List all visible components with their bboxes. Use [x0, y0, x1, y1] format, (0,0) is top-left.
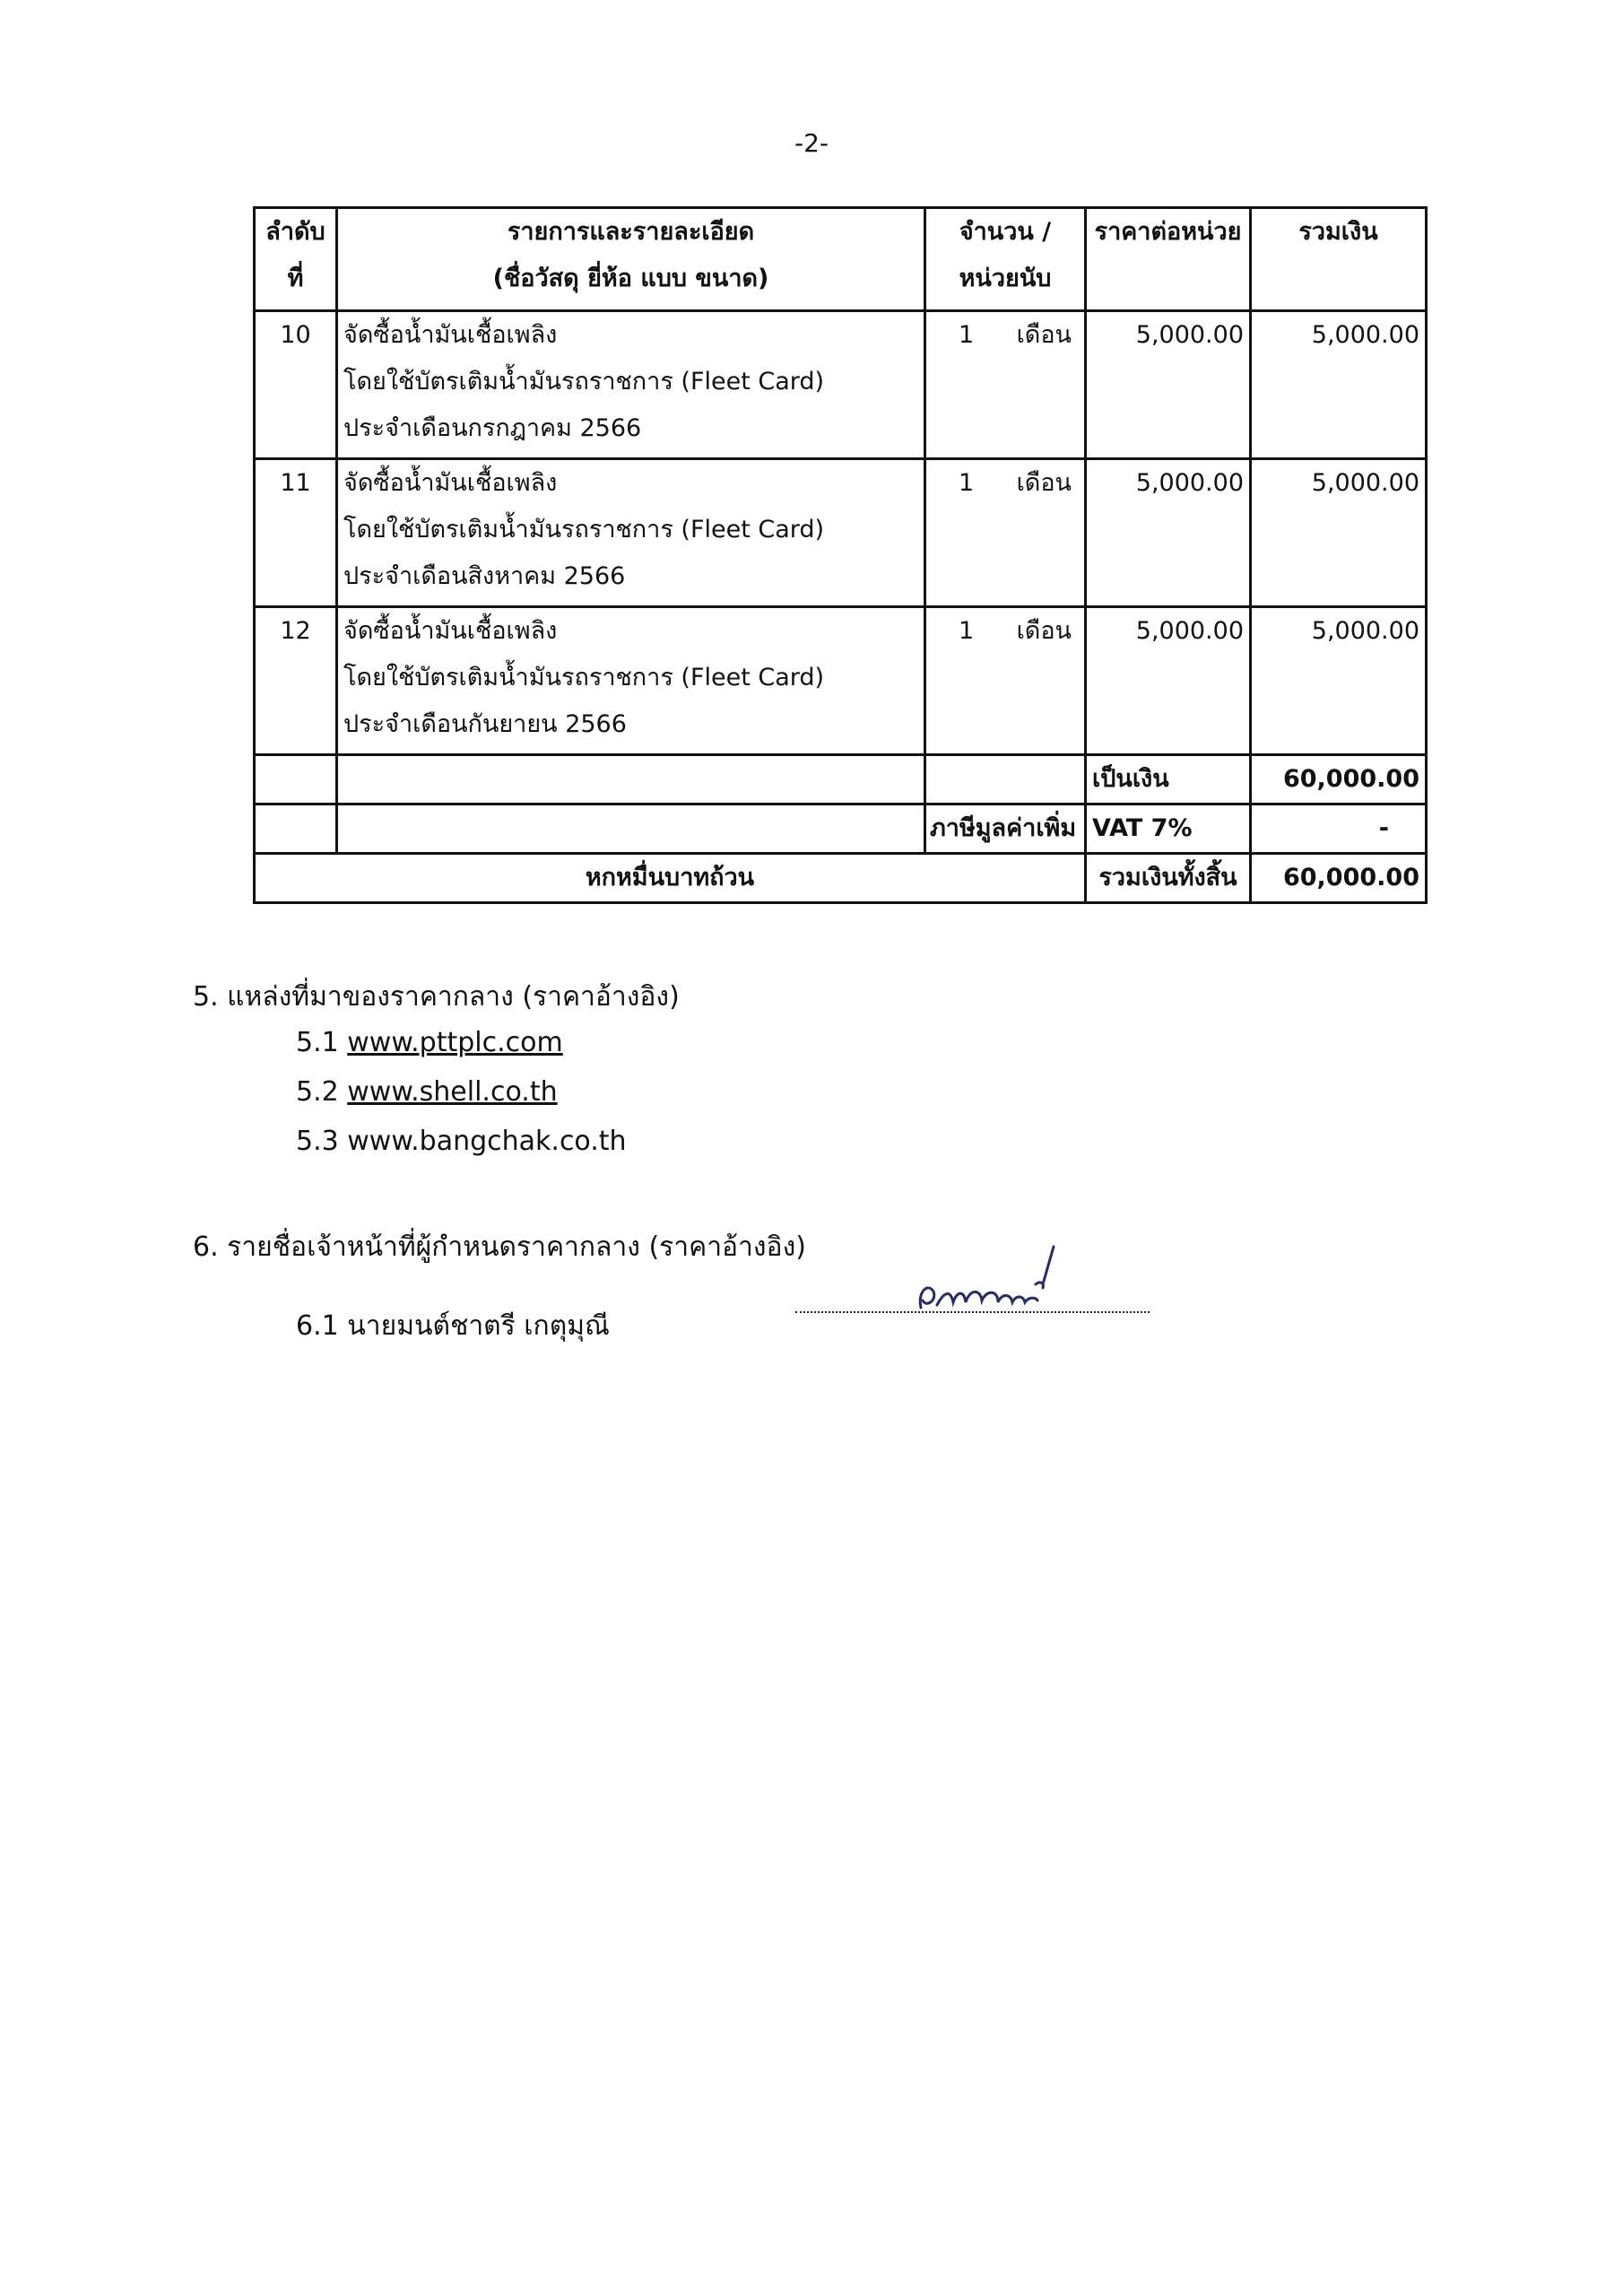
row-unit-price: 5,000.00: [1086, 459, 1251, 607]
grand-total-label: รวมเงินทั้งสิ้น: [1086, 854, 1251, 903]
description-line: จัดซื้อน้ำมันเชื้อเพลิง: [343, 617, 558, 645]
source-number: 5.1: [296, 1027, 339, 1058]
row-unit-price: 5,000.00: [1086, 607, 1251, 755]
subtotal-row: [255, 755, 1427, 804]
source-item: [296, 1076, 558, 1108]
row-quantity: [925, 459, 1086, 607]
description-line: ประจำเดือนสิงหาคม 2566: [343, 562, 626, 590]
amount-in-words: หกหมื่นบาทถ้วน: [255, 854, 1086, 903]
header-quantity: [925, 208, 1086, 311]
row-unit-price: 5,000.00: [1086, 311, 1251, 459]
description-line: โดยใช้บัตรเติมน้ำมันรถราชการ (Fleet Card): [343, 516, 825, 544]
row-number: 11: [255, 459, 337, 607]
section6-heading: 6. รายชื่อเจ้าหน้าที่ผู้กำหนดราคากลาง (ราคาอ้างอิง): [193, 1231, 806, 1263]
header-no: [255, 208, 337, 311]
quantity-unit: เดือน: [1016, 321, 1072, 349]
row-total: 5,000.00: [1251, 607, 1427, 755]
table-row: [255, 459, 1427, 607]
handwritten-signature: [901, 1238, 1098, 1318]
row-description: [337, 311, 925, 459]
page-number: -2-: [794, 128, 829, 158]
vat-label: ภาษีมูลค่าเพิ่ม: [925, 804, 1086, 854]
description-line: ประจำเดือนกันยายน 2566: [343, 710, 627, 738]
header-no-line2: ที่: [287, 265, 304, 292]
header-desc-line1: รายการและรายละเอียด: [507, 218, 755, 246]
row-number: 10: [255, 311, 337, 459]
row-quantity: [925, 607, 1086, 755]
quantity-value: 1: [959, 617, 975, 645]
quantity-unit: เดือน: [1016, 617, 1072, 645]
source-link[interactable]: www.pttplc.com: [347, 1027, 563, 1058]
official-number: 6.1: [296, 1310, 339, 1342]
vat-rate: VAT 7%: [1086, 804, 1251, 854]
source-item: [296, 1027, 563, 1058]
row-total: 5,000.00: [1251, 459, 1427, 607]
row-description: [337, 607, 925, 755]
grand-total-row: [255, 854, 1427, 903]
row-quantity: [925, 311, 1086, 459]
table-header-row: [255, 208, 1427, 311]
description-line: ประจำเดือนกรกฎาคม 2566: [343, 414, 642, 442]
source-text: www.bangchak.co.th: [347, 1126, 627, 1157]
description-line: โดยใช้บัตรเติมน้ำมันรถราชการ (Fleet Card): [343, 664, 825, 691]
description-line: จัดซื้อน้ำมันเชื้อเพลิง: [343, 321, 558, 349]
quantity-unit: เดือน: [1016, 469, 1072, 497]
quantity-value: 1: [959, 469, 975, 497]
vat-value: -: [1251, 804, 1427, 854]
subtotal-value: 60,000.00: [1251, 755, 1427, 804]
row-total: 5,000.00: [1251, 311, 1427, 459]
official-name: นายมนต์ชาตรี เกตุมุณี: [347, 1310, 610, 1342]
header-total: รวมเงิน: [1251, 208, 1427, 311]
quantity-value: 1: [959, 321, 975, 349]
header-desc-line2: (ชื่อวัสดุ ยี่ห้อ แบบ ขนาด): [492, 265, 769, 292]
description-line: โดยใช้บัตรเติมน้ำมันรถราชการ (Fleet Card): [343, 368, 825, 396]
section5-heading: 5. แหล่งที่มาของราคากลาง (ราคาอ้างอิง): [193, 981, 680, 1013]
grand-total-value: 60,000.00: [1251, 854, 1427, 903]
subtotal-label: เป็นเงิน: [1086, 755, 1251, 804]
header-description: [337, 208, 925, 311]
price-table: [253, 206, 1428, 904]
header-unit-price: ราคาต่อหน่วย: [1086, 208, 1251, 311]
row-number: 12: [255, 607, 337, 755]
source-number: 5.2: [296, 1076, 339, 1108]
row-description: [337, 459, 925, 607]
header-qty-line1: จำนวน /: [959, 218, 1052, 246]
source-link[interactable]: www.shell.co.th: [347, 1076, 558, 1108]
source-item: [296, 1126, 627, 1157]
header-qty-line2: หน่วยนับ: [959, 265, 1052, 292]
vat-row: [255, 804, 1427, 854]
header-no-line1: ลำดับ: [265, 218, 325, 246]
official-entry: [296, 1305, 610, 1347]
source-number: 5.3: [296, 1126, 339, 1157]
table-row: [255, 607, 1427, 755]
description-line: จัดซื้อน้ำมันเชื้อเพลิง: [343, 469, 558, 497]
table-row: [255, 311, 1427, 459]
